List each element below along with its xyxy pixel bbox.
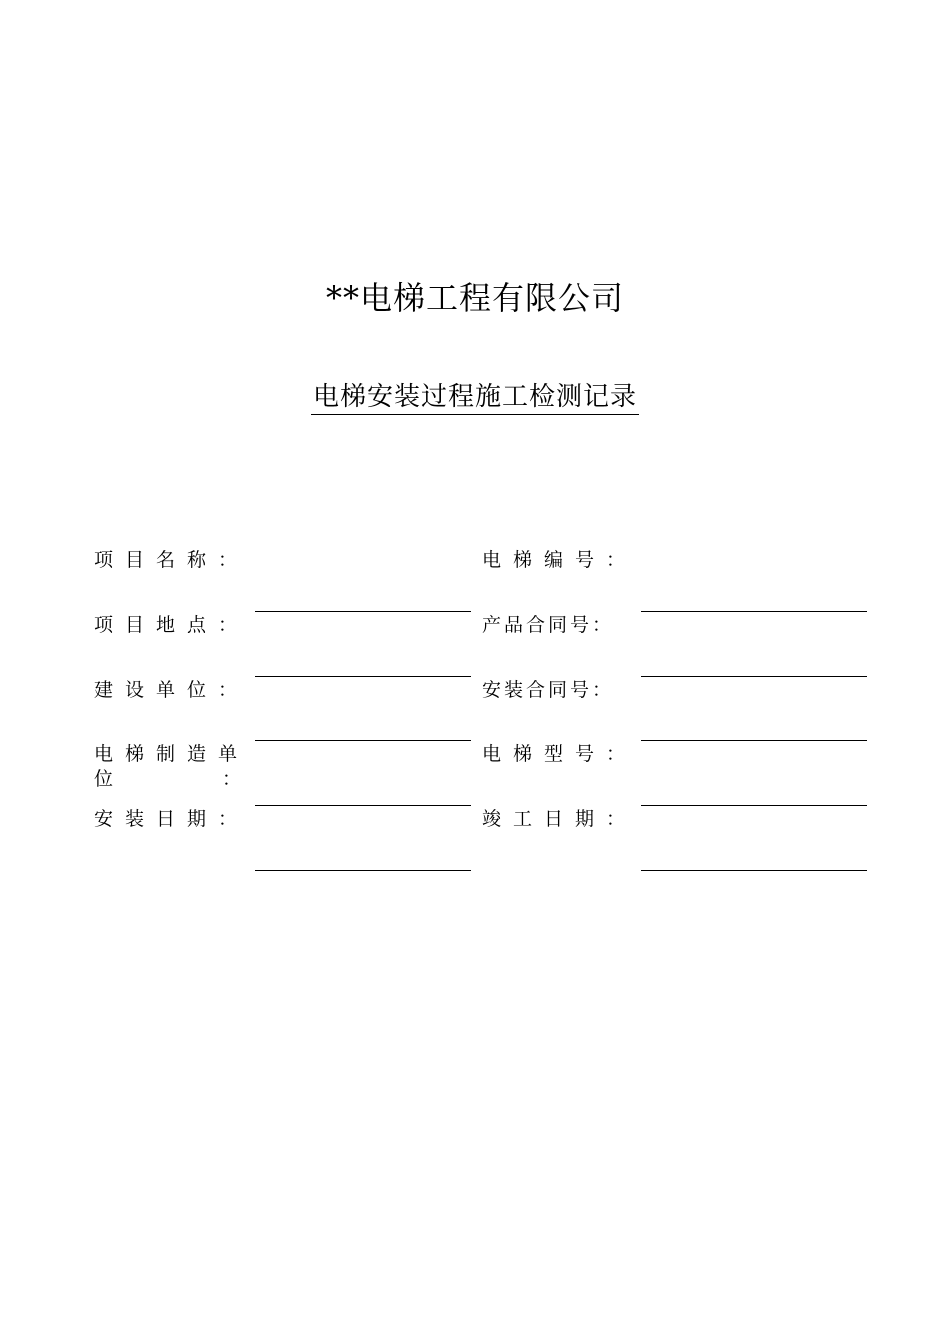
- label-project-site: 项目地点：: [94, 614, 250, 636]
- field-construction-unit[interactable]: [255, 740, 471, 741]
- document-title-text: 电梯安装过程施工检测记录: [311, 382, 639, 415]
- label-elevator-no: 电梯编号：: [482, 549, 638, 571]
- field-install-contract-no[interactable]: [641, 740, 867, 741]
- field-project-name[interactable]: [255, 611, 471, 612]
- label-completion-date: 竣工日期：: [482, 808, 638, 830]
- field-install-date[interactable]: [255, 870, 471, 871]
- label-install-date: 安装日期：: [94, 808, 250, 830]
- field-manufacturer[interactable]: [255, 805, 471, 806]
- field-elevator-no[interactable]: [641, 611, 867, 612]
- label-product-contract-no: 产品合同号：: [482, 614, 615, 636]
- field-product-contract-no[interactable]: [641, 676, 867, 677]
- label-construction-unit: 建设单位：: [94, 679, 250, 701]
- label-manufacturer-line2: 位: [94, 768, 114, 790]
- company-title: **电梯工程有限公司: [325, 279, 624, 317]
- field-elevator-model[interactable]: [641, 805, 867, 806]
- label-manufacturer-colon: ：: [222, 768, 242, 790]
- field-completion-date[interactable]: [641, 870, 867, 871]
- document-title: [0, 378, 950, 416]
- label-project-name: 项目名称：: [94, 549, 250, 571]
- label-manufacturer-line1: 电梯制造单: [94, 743, 250, 765]
- label-install-contract-no: 安装合同号：: [482, 679, 615, 701]
- label-elevator-model: 电梯型号：: [482, 743, 638, 765]
- field-project-site[interactable]: [255, 676, 471, 677]
